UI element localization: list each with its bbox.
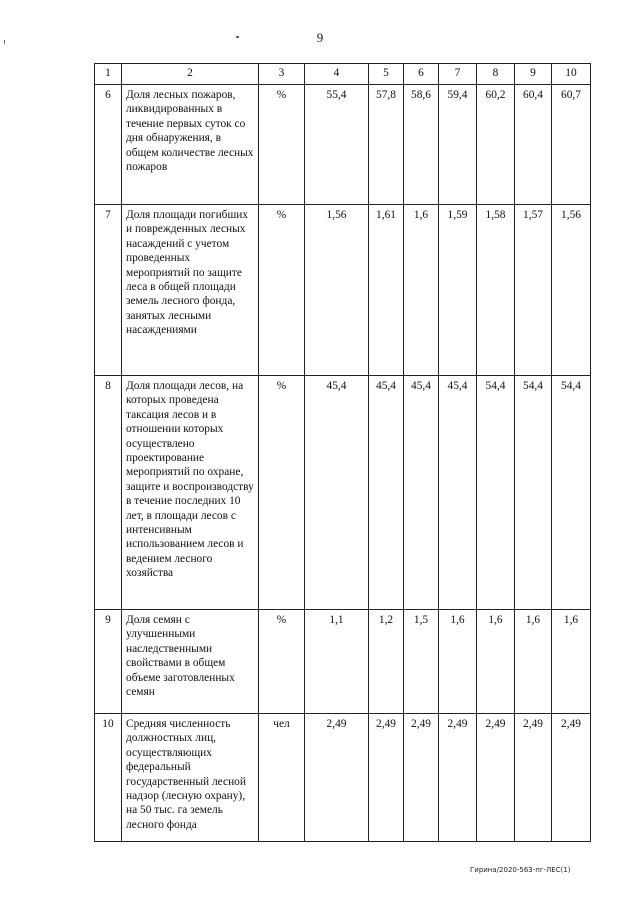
value-cell: 59,4: [439, 85, 477, 205]
header-cell: 9: [515, 64, 552, 85]
table-row: [95, 714, 591, 842]
value-cell: 60,2: [477, 85, 515, 205]
header-cell: 4: [305, 64, 369, 85]
value-cell: 1,1: [305, 610, 369, 714]
value-cell: 1,6: [477, 610, 515, 714]
indicator-description: Доля площади лесов, на которых проведена таксация лесов и в отношении которых осуществлено проектирование мероприятий по охране, защите и воспроизводству в течение последних 10 лет, в площади лесов с интенсивным использованием лесов и ведением лесного хозяйства: [122, 376, 259, 610]
value-cell: 57,8: [369, 85, 404, 205]
indicator-description: Доля лесных пожаров, ликвидированных в течение первых суток со дня обнаружения, в общем количестве лесных пожаров: [122, 85, 259, 205]
value-cell: 2,49: [439, 714, 477, 842]
table-header-row: [95, 64, 591, 85]
row-number: 9: [95, 610, 122, 714]
value-cell: 1,5: [404, 610, 439, 714]
value-cell: 1,61: [369, 205, 404, 376]
value-cell: 45,4: [369, 376, 404, 610]
indicator-description: Доля семян с улучшенными наследственными свойствами в общем объеме заготовленных семян: [122, 610, 259, 714]
header-cell: 7: [439, 64, 477, 85]
table-row: [95, 610, 591, 714]
value-cell: 45,4: [305, 376, 369, 610]
header-cell: 8: [477, 64, 515, 85]
value-cell: 1,6: [404, 205, 439, 376]
value-cell: 1,56: [552, 205, 591, 376]
value-cell: 45,4: [439, 376, 477, 610]
unit-cell: %: [259, 205, 305, 376]
value-cell: 2,49: [404, 714, 439, 842]
unit-cell: %: [259, 376, 305, 610]
value-cell: 45,4: [404, 376, 439, 610]
row-number: 7: [95, 205, 122, 376]
table-row: [95, 85, 591, 205]
indicator-description: Средняя численность должностных лиц, осуществляющих федеральный государственный лесной надзор (лесную охрану), на 50 тыс. га земель лесного фонда: [122, 714, 259, 842]
scan-speck: [236, 36, 239, 38]
row-number: 10: [95, 714, 122, 842]
header-cell: 6: [404, 64, 439, 85]
value-cell: 1,2: [369, 610, 404, 714]
indicator-description: Доля площади погибших и поврежденных лесных насаждений с учетом проведенных мероприятий по защите леса в общей площади земель лесного фонда, занятых лесными насаждениями: [122, 205, 259, 376]
value-cell: 1,59: [439, 205, 477, 376]
header-cell: 10: [552, 64, 591, 85]
unit-cell: %: [259, 85, 305, 205]
value-cell: 1,56: [305, 205, 369, 376]
header-cell: 5: [369, 64, 404, 85]
value-cell: 60,4: [515, 85, 552, 205]
value-cell: 1,6: [515, 610, 552, 714]
value-cell: 1,6: [552, 610, 591, 714]
row-number: 8: [95, 376, 122, 610]
header-cell: 3: [259, 64, 305, 85]
value-cell: 2,49: [515, 714, 552, 842]
value-cell: 2,49: [369, 714, 404, 842]
value-cell: 54,4: [515, 376, 552, 610]
value-cell: 1,57: [515, 205, 552, 376]
table-row: [95, 205, 591, 376]
header-cell: 1: [95, 64, 122, 85]
page-number: 9: [316, 30, 324, 45]
value-cell: 54,4: [552, 376, 591, 610]
row-number: 6: [95, 85, 122, 205]
scan-speck: [4, 40, 5, 44]
table-row: [95, 376, 591, 610]
header-cell: 2: [122, 64, 259, 85]
value-cell: 54,4: [477, 376, 515, 610]
value-cell: 55,4: [305, 85, 369, 205]
unit-cell: чел: [259, 714, 305, 842]
value-cell: 2,49: [477, 714, 515, 842]
document-footer-code: Гирина/2020-563-пг-ЛЕС(1): [470, 866, 571, 874]
value-cell: 60,7: [552, 85, 591, 205]
indicators-table: [94, 63, 591, 842]
value-cell: 2,49: [305, 714, 369, 842]
value-cell: 1,6: [439, 610, 477, 714]
unit-cell: %: [259, 610, 305, 714]
value-cell: 2,49: [552, 714, 591, 842]
value-cell: 58,6: [404, 85, 439, 205]
value-cell: 1,58: [477, 205, 515, 376]
